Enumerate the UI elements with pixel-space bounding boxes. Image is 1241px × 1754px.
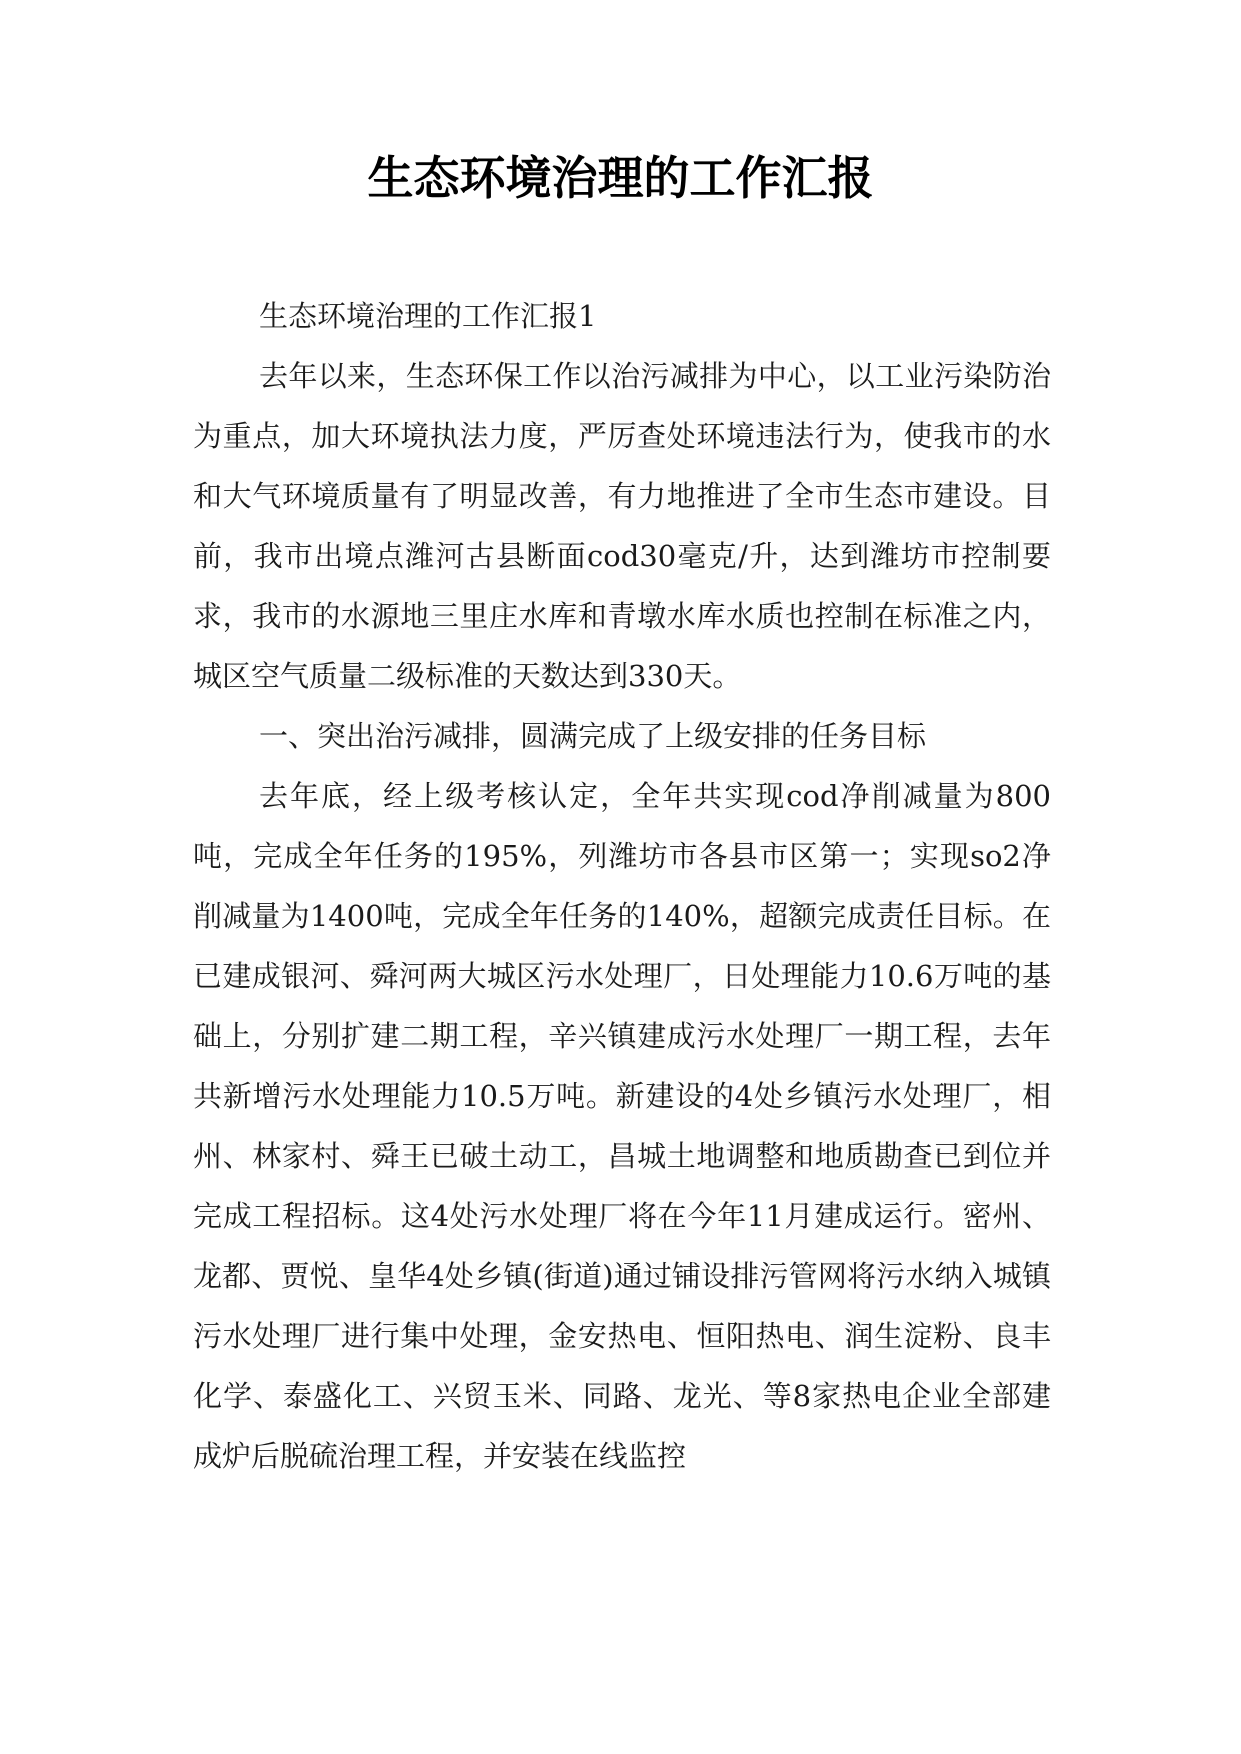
document-title: 生态环境治理的工作汇报 [367, 151, 874, 205]
paragraph-intro: 去年以来，生态环保工作以治污减排为中心，以工业污染防治为重点，加大环境执法力度，严厉查处环境违法行为，使我市的水和大气环境质量有了明显改善，有力地推进了全市生态市建设。目前，我市出境点潍河古县断面cod30毫克/升，达到潍坊市控制要求，我市的水源地三里庄水库和青墩水库水质也控制在标准之内，城区空气质量二级标准的天数达到330天。 [193, 359, 1051, 693]
document-body [193, 286, 1051, 1486]
section-heading: 生态环境治理的工作汇报1 [259, 299, 597, 333]
paragraph-emission-reduction: 去年底，经上级考核认定，全年共实现cod净削减量为800吨，完成全年任务的195%，列潍坊市各县市区第一；实现so2净削减量为1400吨，完成全年任务的140%，超额完成责任目标。在已建成银河、舜河两大城区污水处理厂，日处理能力10.6万吨的基础上，分别扩建二期工程，辛兴镇建成污水处理厂一期工程，去年共新增污水处理能力10.5万吨。新建设的4处乡镇污水处理厂，相州、林家村、舜王已破土动工，昌城土地调整和地质勘查已到位并完成工程招标。这4处污水处理厂将在今年11月建成运行。密州、龙都、贾悦、皇华4处乡镇(街道)通过铺设排污管网将污水纳入城镇污水处理厂进行集中处理，金安热电、恒阳热电、润生淀粉、良丰化学、泰盛化工、兴贸玉米、同路、龙光、等8家热电企业全部建成炉后脱硫治理工程，并安装在线监控 [193, 779, 1051, 1473]
section-heading-one: 一、突出治污减排，圆满完成了上级安排的任务目标 [259, 719, 927, 753]
